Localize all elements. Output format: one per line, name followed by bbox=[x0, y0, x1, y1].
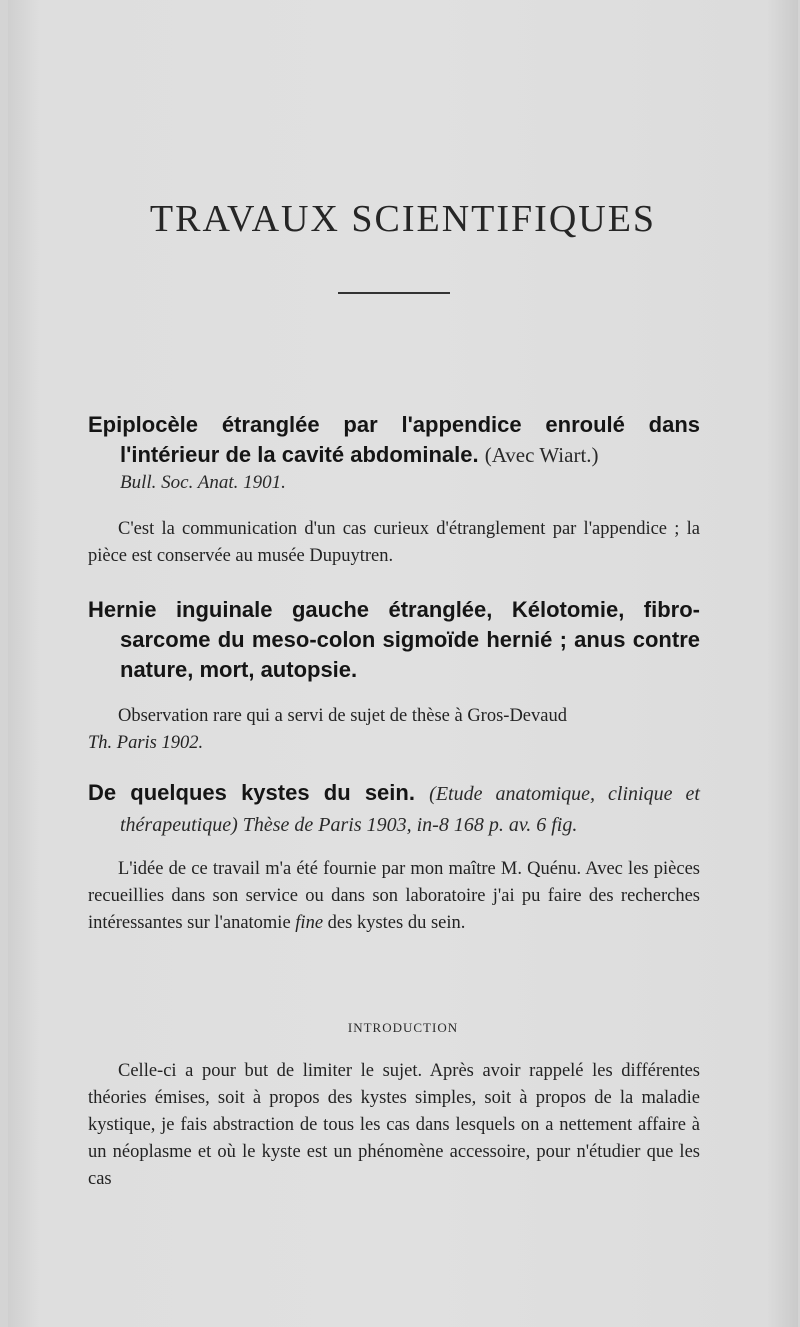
entry-kystes bbox=[88, 778, 700, 956]
entry-paragraph-end: des kystes du sein. bbox=[327, 913, 466, 933]
entry-title: Epiplocèle étranglée par l'appendice enroulé dans l'intérieur de la cavité abdominale. bbox=[88, 412, 700, 467]
page-title: TRAVAUX SCIENTIFIQUES bbox=[149, 198, 657, 241]
entry-paragraph-text: Observation rare qui a servi de sujet de thèse à Gros-Devaud bbox=[118, 706, 567, 726]
entry-paragraph-italic: fine bbox=[295, 913, 324, 933]
introduction-paragraph: Celle-ci a pour but de limiter le sujet. Après avoir rappelé les différentes théories émises, soit à propos des kystes simples, soit à propos de la maladie kystique, je fais abstraction de tous les cas dans lesquels on a nettement affaire à un néoplasme et où le kyste est un phénomène accessoire, pour n'étudier que les cas bbox=[88, 1061, 700, 1189]
entry-coauthor: (Avec Wiart.) bbox=[484, 443, 599, 467]
entry-reference: Bull. Soc. Anat. 1901. bbox=[120, 472, 286, 493]
introduction-section bbox=[88, 1058, 700, 1212]
entry-title: Hernie inguinale gauche étranglée, Kélotomie, fibro-sarcome du meso-colon sigmoïde hernié ; anus contre nature, mort, autopsie. bbox=[88, 597, 700, 682]
section-heading: INTRODUCTION bbox=[347, 1020, 459, 1035]
entry-reference: (Etude anatomique, clinique et thérapeutique) Thèse de Paris 1903, in-8 168 p. av. 6 fig. bbox=[120, 783, 700, 836]
entry-reference: Th. Paris 1902. bbox=[88, 733, 204, 753]
entry-epiplocele bbox=[88, 410, 700, 589]
book-page bbox=[8, 0, 798, 1327]
entry-paragraph bbox=[88, 703, 700, 757]
entry-paragraph-start: L'idée de ce travail m'a été fournie par mon maître M. Quénu. Avec les pièces recueillies dans son service ou dans son laboratoire j'ai pu faire des recherches intéressantes sur l'anatomie bbox=[88, 859, 700, 933]
entry-title: De quelques kystes du sein. bbox=[88, 780, 415, 805]
entry-paragraph: C'est la communication d'un cas curieux d'étranglement par l'appendice ; la pièce est conservée au musée Dupuytren. bbox=[88, 519, 700, 566]
entry-heading bbox=[88, 410, 700, 470]
entry-hernie bbox=[88, 595, 700, 757]
entry-heading bbox=[88, 778, 700, 840]
title-divider bbox=[338, 292, 450, 294]
entry-paragraph bbox=[88, 856, 700, 937]
